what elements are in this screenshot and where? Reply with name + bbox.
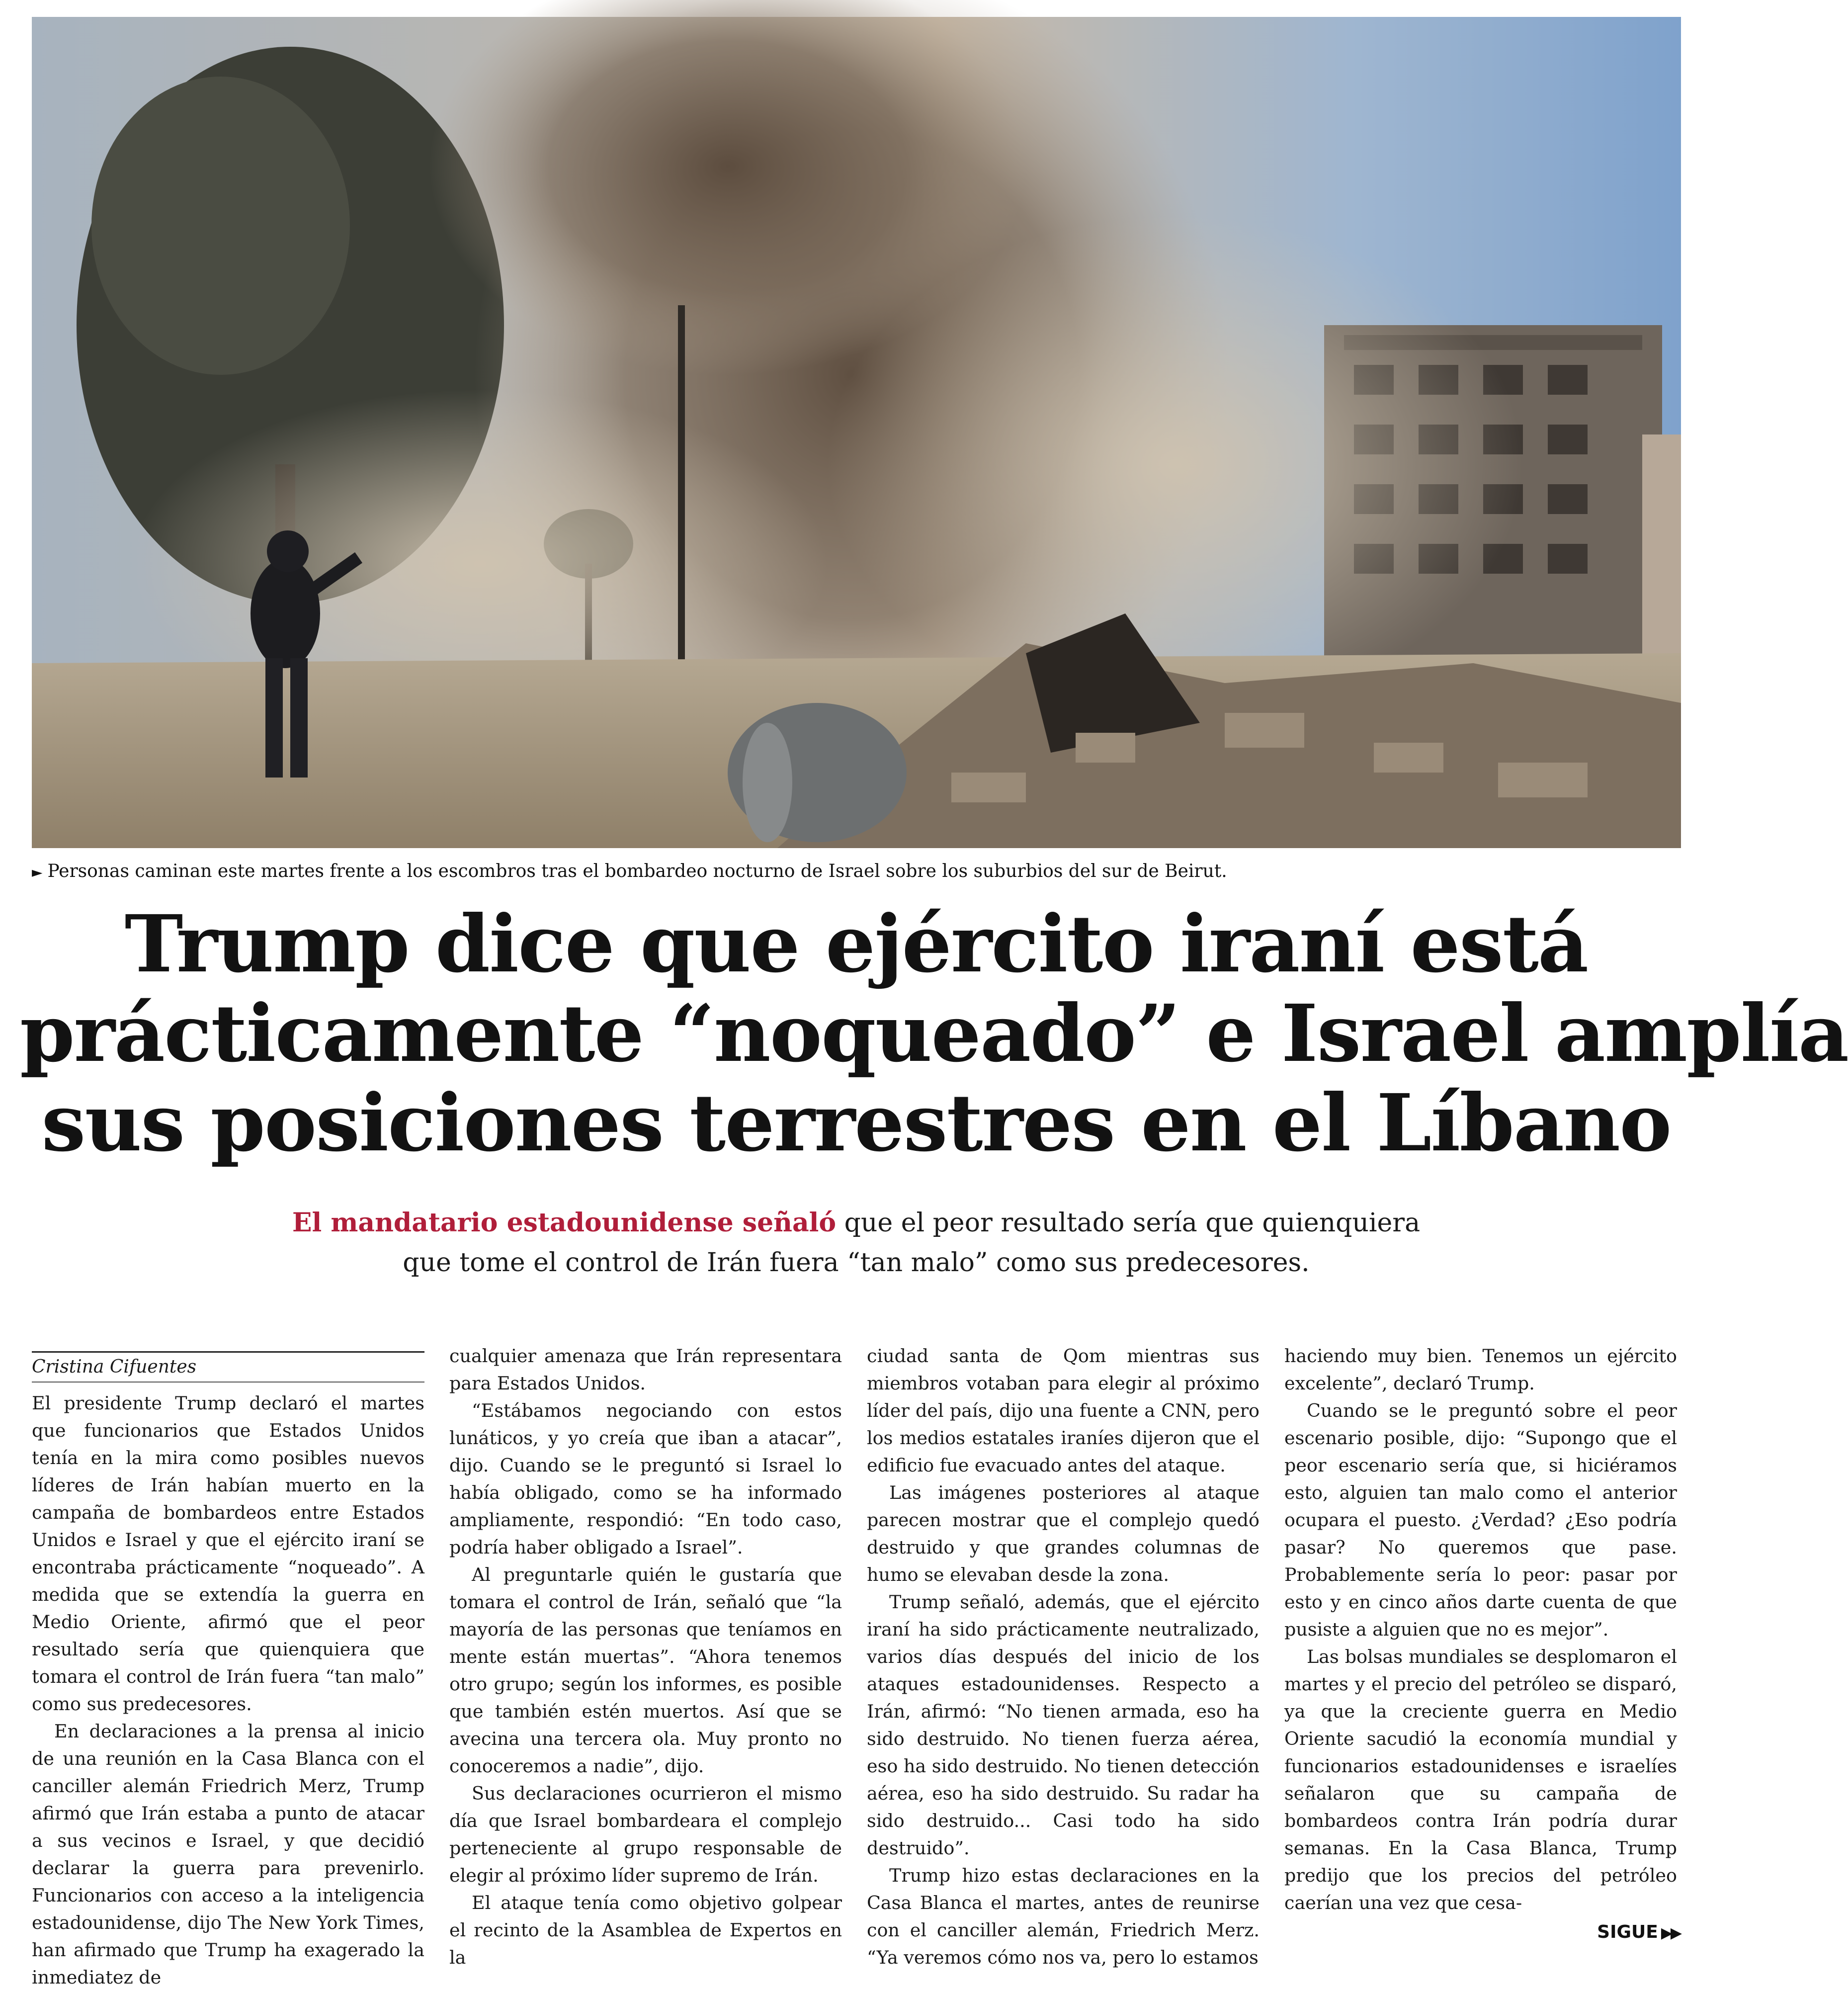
paragraph: El ataque tenía como objetivo golpear el recinto de la Asamblea de Expertos en la (449, 1892, 842, 1968)
article-column-4 (1284, 1342, 1677, 1939)
triangle-right-icon: ► (32, 864, 43, 880)
paragraph: ciudad santa de Qom mientras sus miembros votaban para elegir al próximo líder del país, dijo una fuente a CNN, pero los medios estatales iraníes dijeron que el edificio fue evacuado antes del ataque. (867, 1345, 1260, 1476)
paragraph: En declaraciones a la prensa al inicio de una reunión en la Casa Blanca con el canciller alemán Friedrich Merz, Trump afirmó que Irán estaba a punto de atacar a sus vecinos e Israel, y que decidió declarar la guerra para prevenirlo. Funcionarios con acceso a la inteligencia estadounidense, dijo The New York Times, han afirmado que Trump ha exagerado la inmediatez de (32, 1721, 424, 1988)
paragraph: Las imágenes posteriores al ataque parecen mostrar que el complejo quedó destruido y que grandes columnas de humo se elevaban desde la zona. (867, 1482, 1260, 1585)
deck-lead: El mandatario estadounidense señaló (292, 1208, 837, 1238)
headline (20, 898, 1848, 1169)
headline-line: prácticamente “noqueado” e Israel amplía (20, 988, 1848, 1080)
photo-caption (32, 854, 1681, 889)
double-triangle-right-icon: ▶▶ (1661, 1924, 1680, 1942)
deck-subtitle (149, 1203, 1563, 1283)
article-column-2 (449, 1342, 842, 1968)
paragraph: cualquier amenaza que Irán representara para Estados Unidos. (449, 1345, 842, 1394)
paragraph: Trump señaló, además, que el ejército iraní ha sido prácticamente neutralizado, varios días después del inicio de los ataques estadounidenses. Respecto a Irán, afirmó: “No tienen armada, eso ha sido destruido. No tienen fuerza aérea, eso ha sido destruido. No tienen detección aérea, eso ha sido destruido. Su radar ha sido destruido... Casi todo ha sido destruido”. (867, 1591, 1260, 1859)
paragraph: “Estábamos negociando con estos lunáticos, y yo creía que iban a atacar”, dijo. Cuando se le preguntó si Israel lo había obligado, como se ha informado ampliamente, respondió: “En todo caso, podría haber obligado a Israel”. (449, 1400, 842, 1558)
headline-line: Trump dice que ejército iraní está (124, 898, 1588, 990)
paragraph: haciendo muy bien. Tenemos un ejército excelente”, declaró Trump. (1284, 1345, 1677, 1394)
caption-text: Personas caminan este martes frente a los escombros tras el bombardeo nocturno de Israel sobre los suburbios del sur de Beirut. (47, 861, 1227, 881)
continue-marker (1571, 1920, 1680, 1945)
paragraph: El presidente Trump declaró el martes que funcionarios que Estados Unidos tenía en la mira como posibles nuevos líderes de Irán habían muerto en la campaña de bombardeos entre Estados Unidos e Israel y que el ejército iraní se encontraba prácticamente “noqueado”. A medida que se extendía la guerra en Medio Oriente, afirmó que el peor resultado sería que quienquiera que tomara el control de Irán fuera “tan malo” como sus predecesores. (32, 1392, 424, 1715)
headline-line: sus posiciones terrestres en el Líbano (41, 1077, 1671, 1169)
article-column-3 (867, 1342, 1260, 1968)
deck-text: que el peor resultado sería que quienquiera (836, 1208, 1421, 1238)
article-column-1 (32, 1342, 424, 1988)
paragraph: Cuando se le preguntó sobre el peor escenario posible, dijo: “Supongo que el peor escenario sería que, si hiciéramos esto, alguien tan malo como el anterior ocupara el puesto. ¿Verdad? ¿Eso podría pasar? No queremos que pase. Probablemente sería lo peor: pasar por esto y en cinco años darte cuenta de que pusiste a alguien que no es mejor”. (1284, 1400, 1677, 1640)
paragraph: Las bolsas mundiales se desplomaron el martes y el precio del petróleo se disparó, ya que la creciente guerra en Medio Oriente sacudió la economía mundial y funcionarios estadounidenses e israelíes señalaron que su campaña de bombardeos contra Irán podría durar semanas. En la Casa Blanca, Trump predijo que los precios del petróleo caerían una vez que cesa- (1284, 1646, 1677, 1913)
byline: Cristina Cifuentes (32, 1351, 424, 1383)
news-photo (32, 17, 1681, 848)
paragraph: Sus declaraciones ocurrieron el mismo día que Israel bombardeara el complejo perteneciente al grupo responsable de elegir al próximo líder supremo de Irán. (449, 1783, 842, 1886)
paragraph: Trump hizo estas declaraciones en la Casa Blanca el martes, antes de reunirse con el canciller alemán, Friedrich Merz. “Ya veremos cómo nos va, pero lo estamos (867, 1865, 1260, 1968)
deck-text: que tome el control de Irán fuera “tan malo” como sus predecesores. (403, 1248, 1310, 1278)
paragraph: Al preguntarle quién le gustaría que tomara el control de Irán, señaló que “la mayoría de las personas que teníamos en mente están muertas”. “Ahora tenemos otro grupo; según los informes, es posible que también estén muertos. Así que se avecina una tercera ola. Muy pronto no conoceremos a nadie”, dijo. (449, 1564, 842, 1777)
continue-label: SIGUE (1597, 1922, 1658, 1942)
